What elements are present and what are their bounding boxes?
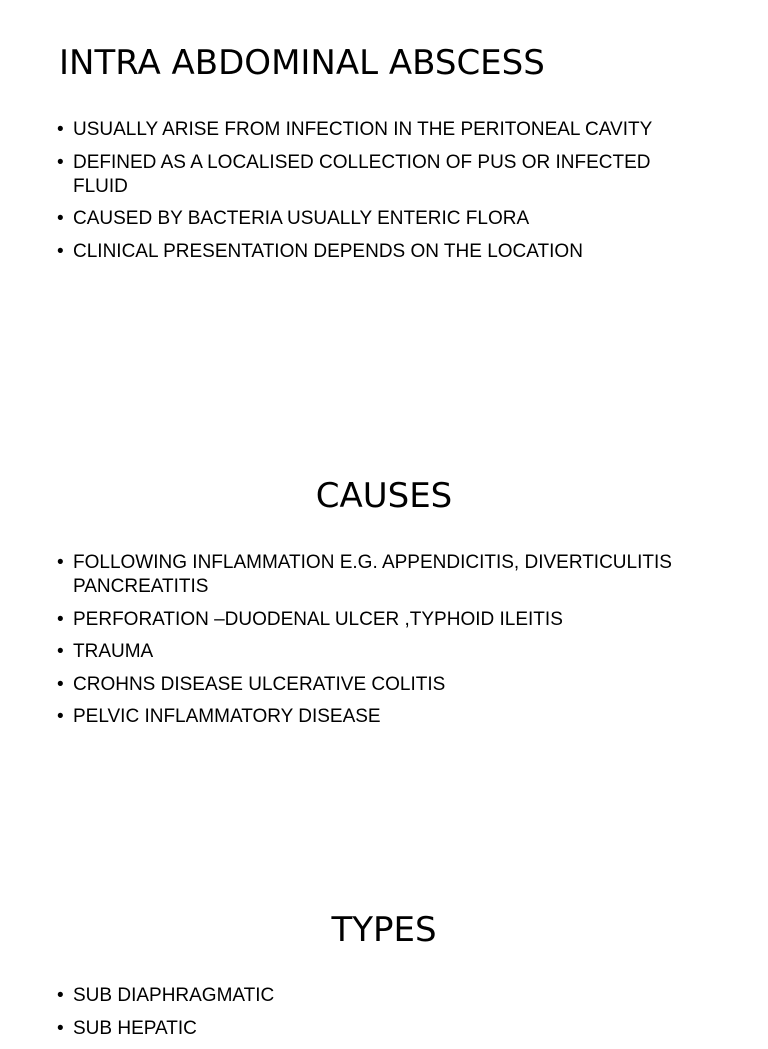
list-item-text: FOLLOWING INFLAMMATION E.G. APPENDICITIS, DIVERTICULITIS PANCREATITIS [73, 552, 672, 597]
list-item-text: PELVIC INFLAMMATORY DISEASE [73, 706, 381, 727]
bullet-list [57, 551, 697, 738]
list-item-text: SUB HEPATIC [73, 1017, 197, 1039]
bullet-icon: • [57, 673, 64, 695]
bullet-icon: • [57, 608, 64, 630]
list-item-text: USUALLY ARISE FROM INFECTION IN THE PERITONEAL CAVITY [73, 119, 653, 140]
bullet-icon: • [57, 151, 64, 173]
list-item-text: CROHNS DISEASE ULCERATIVE COLITIS [73, 673, 446, 695]
list-item [57, 673, 697, 697]
bullet-icon: • [57, 1017, 64, 1039]
bullet-list [57, 984, 697, 1049]
list-item-text: TRAUMA [73, 641, 154, 662]
list-item [57, 984, 697, 1008]
list-item [57, 240, 697, 264]
list-item-text: CLINICAL PRESENTATION DEPENDS ON THE LOCATION [73, 240, 583, 262]
slide-title: TYPES [331, 910, 437, 950]
list-item-text: DEFINED AS A LOCALISED COLLECTION OF PUS OR INFECTED FLUID [73, 151, 651, 197]
list-item [57, 551, 697, 599]
list-item [57, 640, 697, 664]
slide-title: INTRA ABDOMINAL ABSCESS [59, 43, 545, 83]
bullet-icon: • [57, 552, 64, 573]
bullet-icon: • [57, 208, 64, 229]
list-item-text: SUB DIAPHRAGMATIC [73, 985, 275, 1006]
list-item [57, 1017, 697, 1041]
list-item [57, 151, 697, 199]
bullet-list [57, 118, 697, 272]
bullet-icon: • [57, 985, 64, 1006]
slide-title: CAUSES [315, 476, 453, 516]
list-item [57, 118, 697, 142]
list-item [57, 608, 697, 632]
list-item [57, 207, 697, 231]
bullet-icon: • [57, 119, 64, 140]
bullet-icon: • [57, 706, 64, 727]
list-item-text: CAUSED BY BACTERIA USUALLY ENTERIC FLORA [73, 208, 530, 229]
list-item [57, 705, 697, 729]
bullet-icon: • [57, 641, 64, 662]
bullet-icon: • [57, 240, 64, 262]
list-item-text: PERFORATION –DUODENAL ULCER ,TYPHOID ILEITIS [73, 608, 563, 630]
